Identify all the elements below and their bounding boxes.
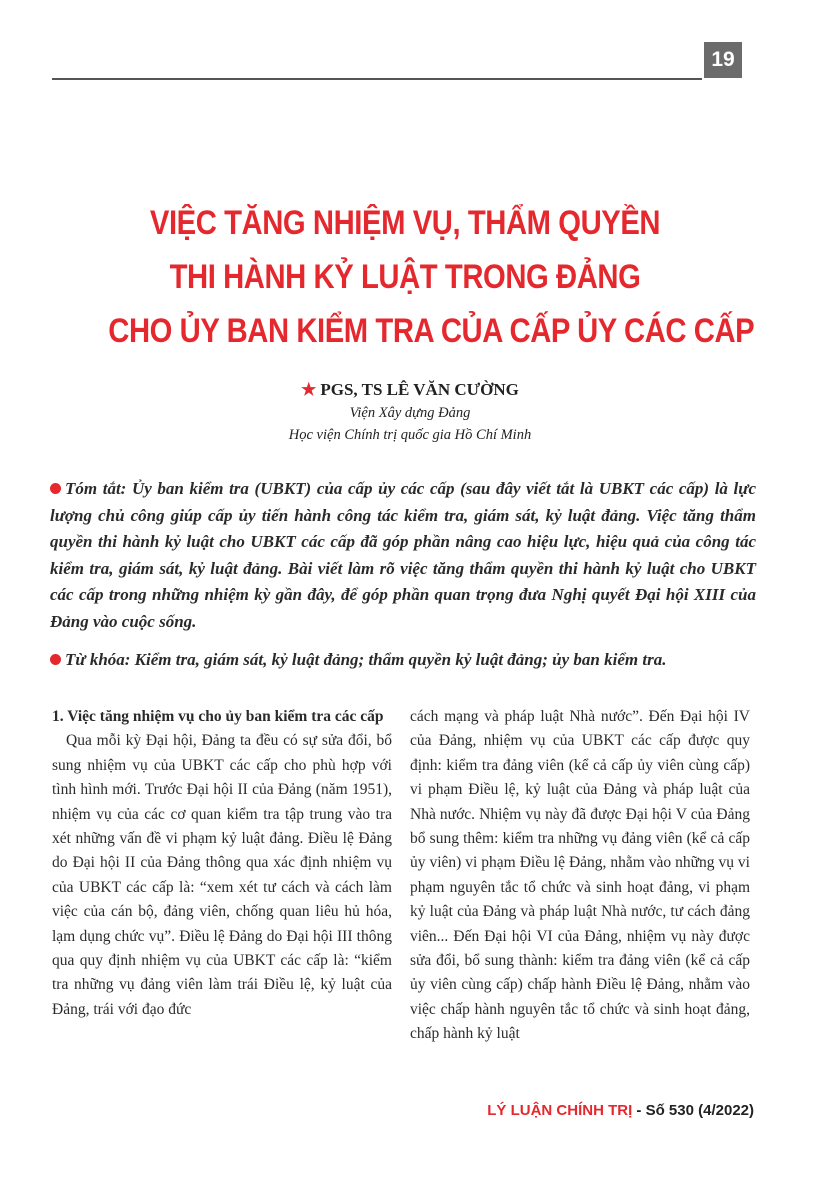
right-column <box>410 705 750 1047</box>
affiliation-2: Học viện Chính trị quốc gia Hồ Chí Minh <box>288 427 532 443</box>
keywords <box>50 647 756 673</box>
author-block <box>200 378 620 446</box>
right-paragraph: cách mạng và pháp luật Nhà nước”. Đến Đại hội IV của Đảng, nhiệm vụ của UBKT các cấp được quy định: kiểm tra đảng viên (kể cả cấp ủy viên cùng cấp) vi phạm Điều lệ, kỷ luật của Đảng và pháp luật của Nhà nước. Nhiệm vụ này đã được Đại hội V của Đảng bổ sung thêm: kiểm tra những vụ đảng viên (kể cả cấp ủy viên) vi phạm Điều lệ Đảng, nhằm vào những vụ vi phạm nguyên tắc tổ chức và sinh hoạt đảng, vi phạm kỷ luật của Đảng và pháp luật Nhà nước, tư cách đảng viên... Đến Đại hội VI của Đảng, nhiệm vụ này được sửa đổi, bổ sung thành: kiểm tra đảng viên (kể cả cấp ủy viên cùng cấp) chấp hành Điều lệ Đảng, nhằm vào việc chấp hành nguyên tắc tổ chức và sinh hoạt đảng, chấp hành kỷ luật <box>410 708 750 1043</box>
footer-separator: - <box>632 1102 646 1119</box>
journal-name: LÝ LUẬN CHÍNH TRỊ <box>487 1102 633 1119</box>
author-line <box>200 378 620 402</box>
abstract-text: Tóm tắt: Ủy ban kiểm tra (UBKT) của cấp ủy các cấp (sau đây viết tắt là UBKT các cấp) là lực lượng chủ công giúp cấp ủy tiến hành công tác kiểm tra, giám sát, kỷ luật đảng. Việc tăng thẩm quyền thi hành kỷ luật cho UBKT các cấp đã góp phần nâng cao hiệu lực, hiệu quả của công tác kiểm tra, giám sát, kỷ luật đảng. Bài viết làm rõ việc tăng thẩm quyền thi hành kỷ luật cho UBKT các cấp trong những nhiệm kỳ gần đây, để góp phần quan trọng đưa Nghị quyết Đại hội XIII của Đảng vào cuộc sống. <box>50 479 756 631</box>
dot-icon <box>50 483 61 494</box>
abstract <box>50 476 756 635</box>
star-icon: ★ <box>301 380 317 399</box>
footer <box>460 1102 754 1119</box>
header-rule <box>52 78 702 80</box>
article-title <box>108 196 755 358</box>
left-column <box>52 705 392 1022</box>
author-name: PGS, TS LÊ VĂN CƯỜNG <box>320 380 519 399</box>
section-heading: 1. Việc tăng nhiệm vụ cho ủy ban kiểm tra các cấp <box>52 708 384 725</box>
title-line-1: VIỆC TĂNG NHIỆM VỤ, THẨM QUYỀN <box>149 204 661 242</box>
issue-number: Số 530 (4/2022) <box>645 1102 754 1119</box>
keywords-text: Từ khóa: Kiểm tra, giám sát, kỷ luật đảng; thẩm quyền kỷ luật đảng; ủy ban kiểm tra. <box>65 650 667 669</box>
left-paragraph: Qua mỗi kỳ Đại hội, Đảng ta đều có sự sửa đổi, bổ sung nhiệm vụ của UBKT các cấp cho phù hợp với tình hình mới. Trước Đại hội II của Đảng (năm 1951), nhiệm vụ của các cơ quan kiểm tra tập trung vào tra xét những vấn đề vi phạm kỷ luật đảng. Điều lệ Đảng do Đại hội II của Đảng thông qua xác định nhiệm vụ của UBKT các cấp là: “xem xét tư cách và cách làm việc của cán bộ, đảng viên, chống quan liêu hủ hóa, lạm dụng chức vụ”. Điều lệ Đảng do Đại hội III thông qua quy định nhiệm vụ của UBKT các cấp là: “kiểm tra những vụ đảng viên làm trái Điều lệ, kỷ luật của Đảng, trái với đạo đức <box>52 732 392 1018</box>
title-line-2: THI HÀNH KỶ LUẬT TRONG ĐẢNG <box>169 258 641 296</box>
affiliation-1: Viện Xây dựng Đảng <box>349 405 471 421</box>
page-number: 19 <box>704 42 742 78</box>
dot-icon <box>50 654 61 665</box>
title-line-3: CHO ỦY BAN KIỂM TRA CỦA CẤP ỦY CÁC CẤP <box>108 312 755 350</box>
